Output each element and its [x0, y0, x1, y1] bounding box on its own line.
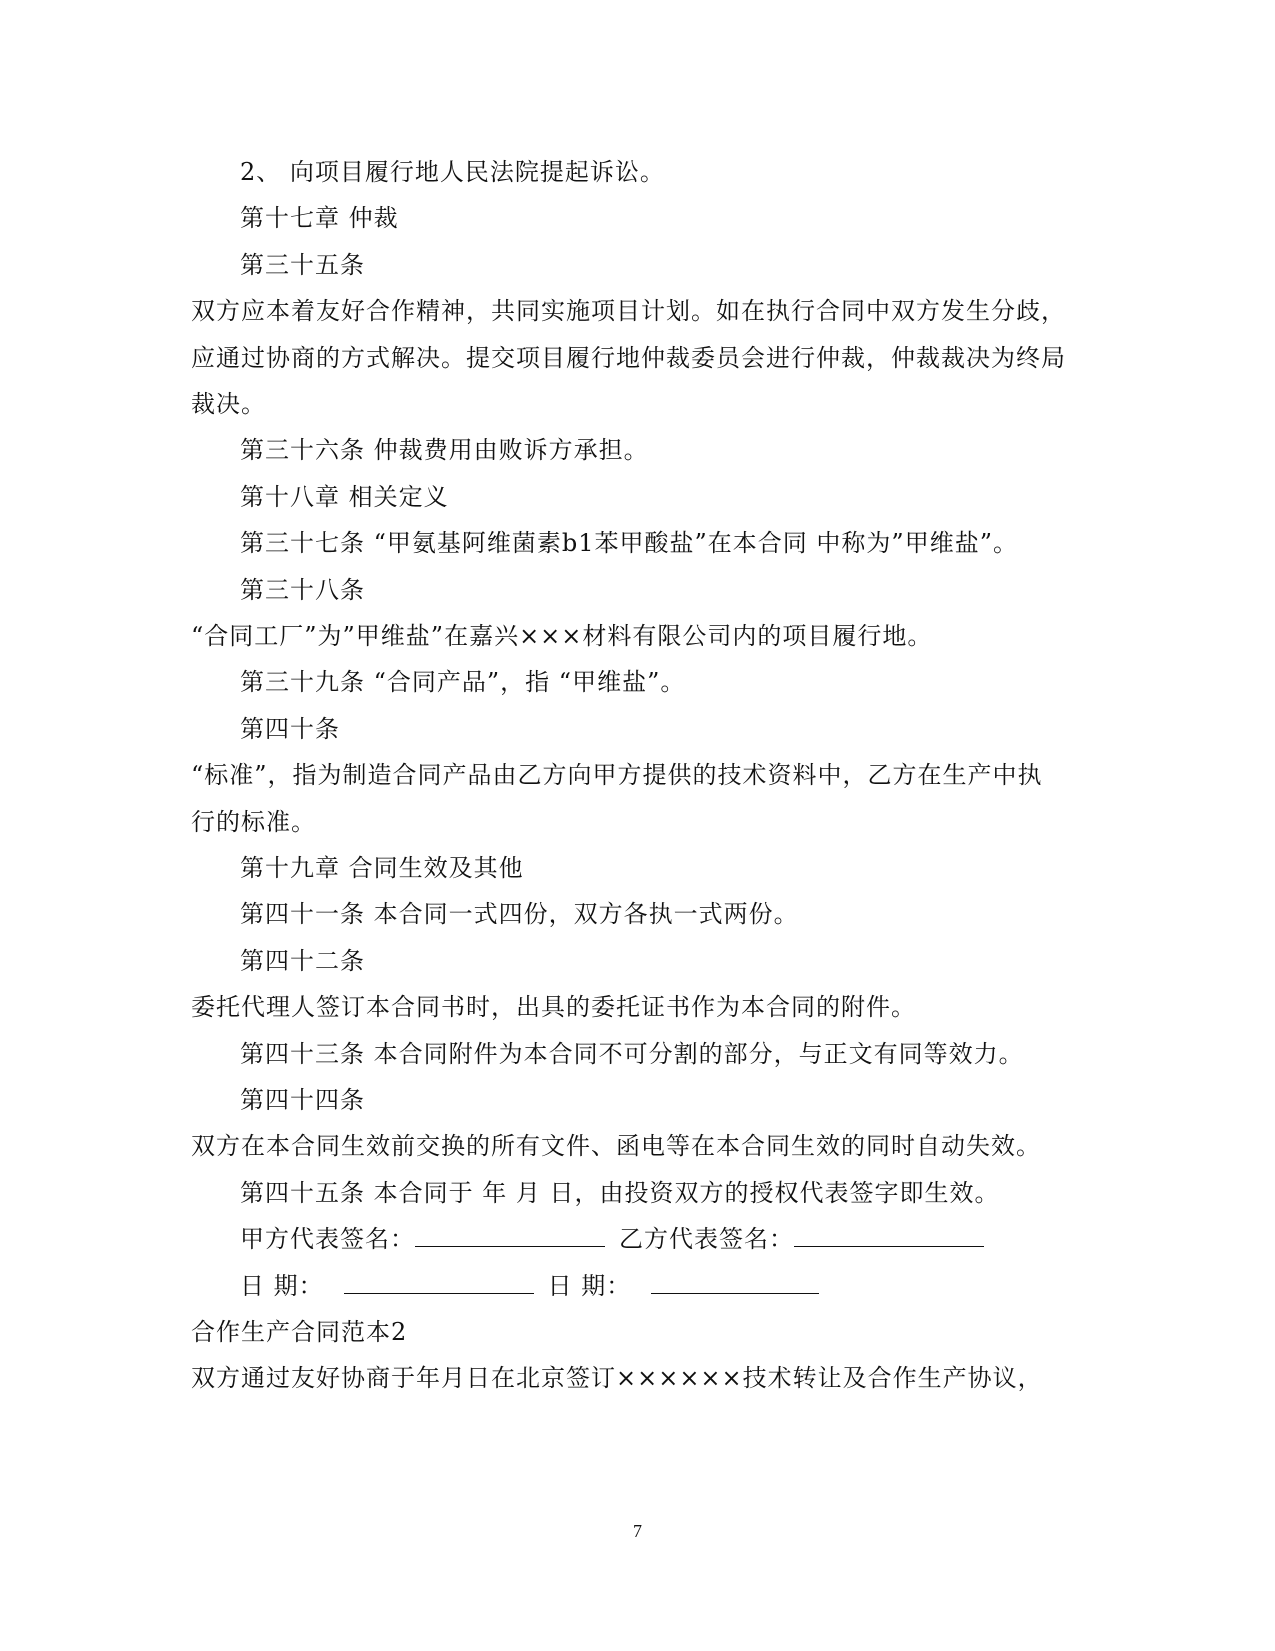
party-b-signature-line [794, 1224, 984, 1247]
clause-litigation: 2、 向项目履行地人民法院提起诉讼。 [240, 158, 665, 186]
signature-row [240, 1223, 984, 1255]
article-43: 第四十三条 本合同附件为本合同不可分割的部分，与正文有同等效力。 [240, 1040, 1024, 1068]
article-35-text-line-1: 双方应本着友好合作精神，共同实施项目计划。如在执行合同中双方发生分歧， [191, 297, 1066, 325]
article-45: 第四十五条 本合同于 年 月 日，由投资双方的授权代表签字即生效。 [240, 1179, 1000, 1207]
party-b-date-line [651, 1271, 819, 1294]
article-44-heading: 第四十四条 [240, 1086, 365, 1114]
party-b-date-label: 日 期： [547, 1272, 632, 1300]
chapter-17-heading: 第十七章 仲裁 [240, 204, 399, 232]
article-38-text: “合同工厂”为”甲维盐”在嘉兴×××材料有限公司内的项目履行地。 [191, 622, 933, 650]
article-40-text-line-2: 行的标准。 [191, 808, 316, 836]
article-39: 第三十九条 “合同产品”，指 “甲维盐”。 [240, 668, 686, 696]
article-44-text: 双方在本合同生效前交换的所有文件、函电等在本合同生效的同时自动失效。 [191, 1132, 1041, 1160]
article-38-heading: 第三十八条 [240, 576, 365, 604]
party-a-date-line [344, 1271, 534, 1294]
page-number: 7 [633, 1521, 642, 1541]
article-35-text-line-2: 应通过协商的方式解决。提交项目履行地仲裁委员会进行仲裁，仲裁裁决为终局 [191, 344, 1066, 372]
article-42-heading: 第四十二条 [240, 947, 365, 975]
article-42-text: 委托代理人签订本合同书时，出具的委托证书作为本合同的附件。 [191, 993, 916, 1021]
article-41: 第四十一条 本合同一式四份，双方各执一式两份。 [240, 900, 799, 928]
party-a-signature-label: 甲方代表签名： [240, 1225, 415, 1253]
article-35-text-line-3: 裁决。 [191, 390, 266, 418]
template-2-title: 合作生产合同范本2 [191, 1318, 408, 1346]
party-b-signature-label: 乙方代表签名： [619, 1225, 794, 1253]
chapter-19-heading: 第十九章 合同生效及其他 [240, 854, 524, 882]
article-40-heading: 第四十条 [240, 715, 340, 743]
article-35-heading: 第三十五条 [240, 251, 365, 279]
chapter-18-heading: 第十八章 相关定义 [240, 483, 449, 511]
article-40-text-line-1: “标准”，指为制造合同产品由乙方向甲方提供的技术资料中，乙方在生产中执 [191, 761, 1043, 789]
party-a-date-label: 日 期： [240, 1272, 324, 1300]
article-37: 第三十七条 “甲氨基阿维菌素b1苯甲酸盐”在本合同 中称为”甲维盐”。 [240, 529, 1018, 557]
template-2-intro: 双方通过友好协商于年月日在北京签订××××××技术转让及合作生产协议， [191, 1364, 1043, 1392]
date-row [240, 1270, 819, 1302]
article-36: 第三十六条 仲裁费用由败诉方承担。 [240, 436, 649, 464]
party-a-signature-line [415, 1224, 605, 1247]
